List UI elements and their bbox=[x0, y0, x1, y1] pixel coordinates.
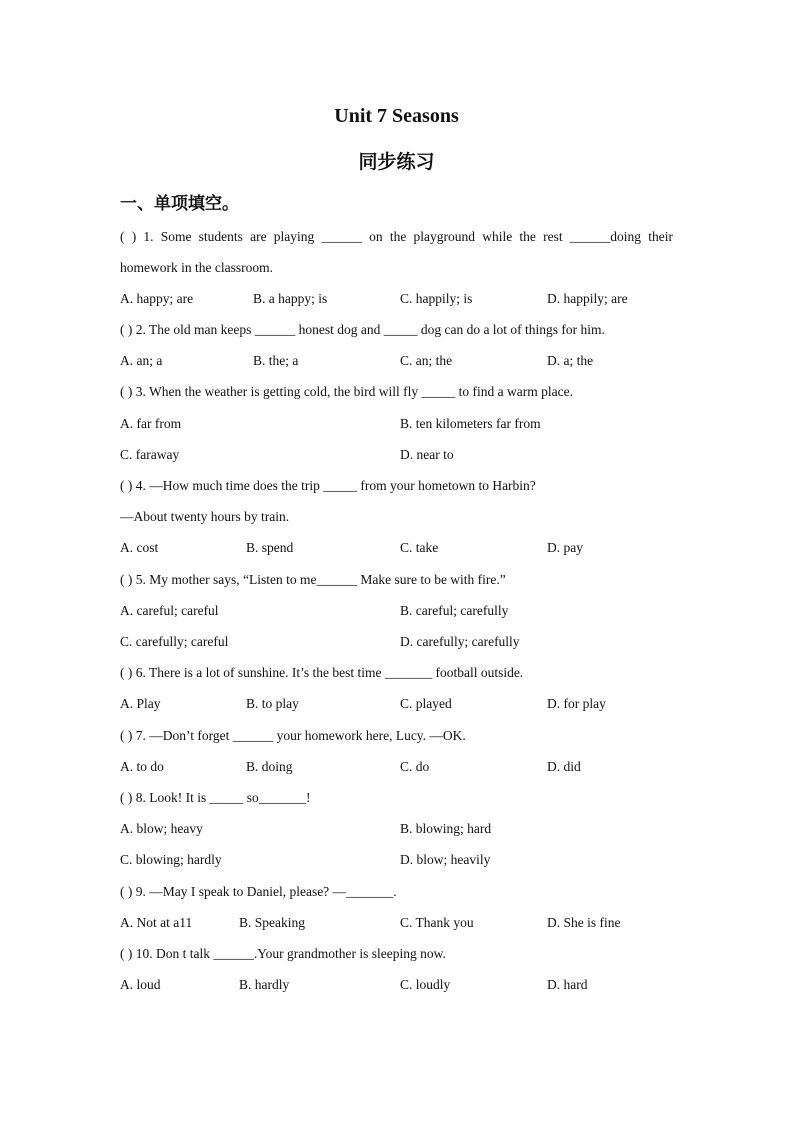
question-2-text: ( ) 2. The old man keeps ______ honest dog and _____ dog can do a lot of things for him. bbox=[120, 322, 605, 337]
question-7-text: ( ) 7. —Don’t forget ______ your homework here, Lucy. —OK. bbox=[120, 728, 466, 743]
question-5-option-b: B. careful; carefully bbox=[400, 603, 509, 618]
question-6-option-b: B. to play bbox=[246, 696, 299, 711]
question-6-option-d: D. for play bbox=[547, 696, 606, 711]
question-2-option-a: A. an; a bbox=[120, 353, 163, 368]
question-1-option-a: A. happy; are bbox=[120, 291, 194, 306]
question-10-text: ( ) 10. Don t talk ______.Your grandmother is sleeping now. bbox=[120, 946, 446, 961]
question-5-option-d: D. carefully; carefully bbox=[400, 634, 520, 649]
question-10-option-b: B. hardly bbox=[239, 977, 290, 992]
question-2-option-b: B. the; a bbox=[253, 353, 299, 368]
page-title: Unit 7 Seasons bbox=[334, 105, 459, 127]
question-8-option-d: D. blow; heavily bbox=[400, 852, 491, 867]
question-9-option-a: A. Not at a11 bbox=[120, 915, 193, 930]
question-4-option-c: C. take bbox=[400, 540, 439, 555]
question-8-text: ( ) 8. Look! It is _____ so_______! bbox=[120, 790, 311, 805]
question-10-option-d: D. hard bbox=[547, 977, 588, 992]
question-6-option-a: A. Play bbox=[120, 696, 161, 711]
question-10-option-a: A. loud bbox=[120, 977, 161, 992]
question-8-option-c: C. blowing; hardly bbox=[120, 852, 222, 867]
question-7-option-b: B. doing bbox=[246, 759, 293, 774]
page-subtitle: 同步练习 bbox=[358, 151, 435, 173]
question-3-option-d: D. near to bbox=[400, 447, 454, 462]
question-8-option-a: A. blow; heavy bbox=[120, 821, 203, 836]
question-3-option-c: C. faraway bbox=[120, 447, 180, 462]
question-3-option-b: B. ten kilometers far from bbox=[400, 416, 541, 431]
question-3-option-a: A. far from bbox=[120, 416, 182, 431]
question-1-text: ( ) 1. Some students are playing ______ on the playground while the rest ______doing their bbox=[120, 229, 673, 244]
question-9-option-d: D. She is fine bbox=[547, 915, 621, 930]
question-10-option-c: C. loudly bbox=[400, 977, 451, 992]
question-6-text: ( ) 6. There is a lot of sunshine. It’s the best time _______ football outside. bbox=[120, 665, 524, 680]
question-1-option-c: C. happily; is bbox=[400, 291, 473, 306]
question-9-text: ( ) 9. —May I speak to Daniel, please? —_______. bbox=[120, 884, 397, 899]
question-9-option-b: B. Speaking bbox=[239, 915, 305, 930]
question-5-text: ( ) 5. My mother says, “Listen to me______ Make sure to be with fire.” bbox=[120, 572, 506, 587]
question-2-option-c: C. an; the bbox=[400, 353, 453, 368]
question-7-option-d: D. did bbox=[547, 759, 581, 774]
question-5-option-a: A. careful; careful bbox=[120, 603, 219, 618]
question-7-option-a: A. to do bbox=[120, 759, 164, 774]
question-3-text: ( ) 3. When the weather is getting cold, the bird will fly _____ to find a warm place. bbox=[120, 384, 574, 399]
question-4-option-a: A. cost bbox=[120, 540, 159, 555]
section-heading: 一、单项填空。 bbox=[120, 194, 239, 214]
question-9-option-c: C. Thank you bbox=[400, 915, 474, 930]
question-4-option-d: D. pay bbox=[547, 540, 583, 555]
question-2-option-d: D. a; the bbox=[547, 353, 594, 368]
question-7-option-c: C. do bbox=[400, 759, 430, 774]
question-1-option-d: D. happily; are bbox=[547, 291, 628, 306]
question-4-option-b: B. spend bbox=[246, 540, 294, 555]
question-1-text-cont: homework in the classroom. bbox=[120, 260, 273, 275]
question-4-text-cont: —About twenty hours by train. bbox=[120, 509, 290, 524]
question-8-option-b: B. blowing; hard bbox=[400, 821, 492, 836]
question-4-text: ( ) 4. —How much time does the trip _____ from your hometown to Harbin? bbox=[120, 478, 536, 493]
question-5-option-c: C. carefully; careful bbox=[120, 634, 229, 649]
question-1-option-b: B. a happy; is bbox=[253, 291, 328, 306]
question-6-option-c: C. played bbox=[400, 696, 452, 711]
